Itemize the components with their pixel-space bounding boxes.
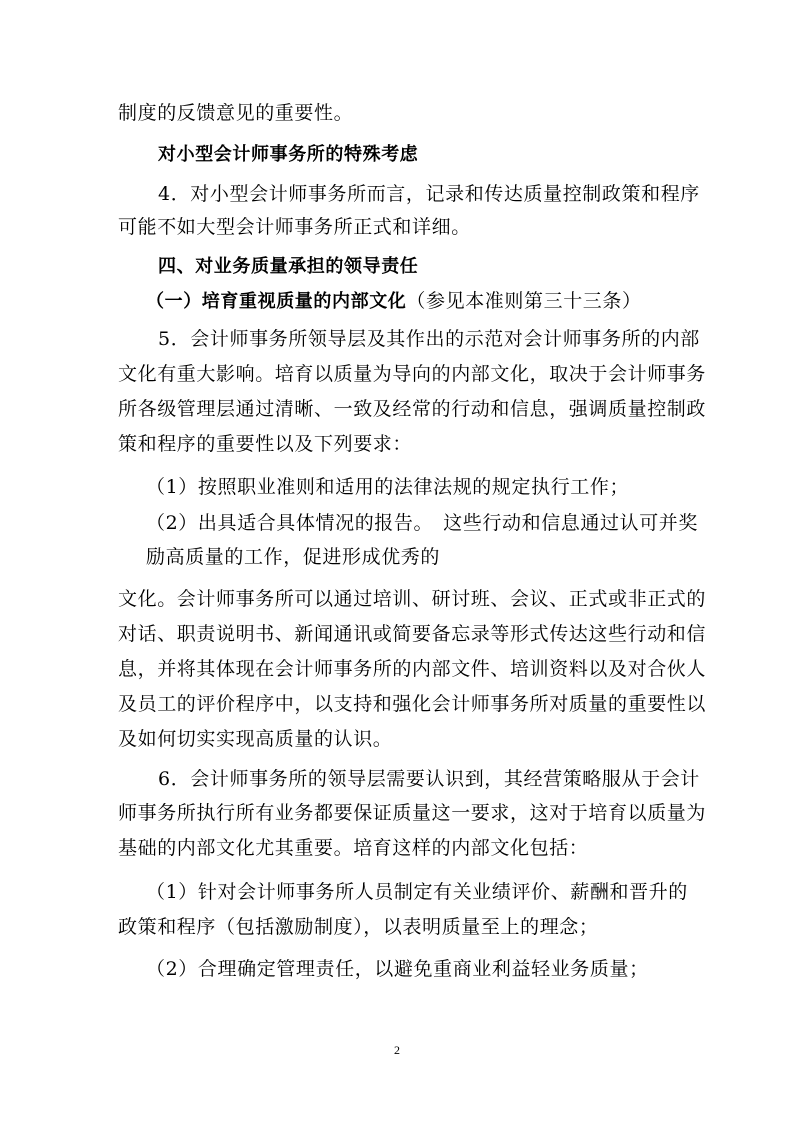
section-subheading: 对小型会计师事务所的特殊考虑 (158, 144, 419, 165)
page-number: 2 (394, 1043, 400, 1057)
list-item-line: （2）出具适合具体情况的报告。 这些行动和信息通过认可并奖 (146, 512, 698, 534)
list-item-line: 政策和程序（包括激励制度），以表明质量至上的理念； (118, 916, 599, 938)
paragraph-line: 师事务所执行所有业务都要保证质量这一要求，这对于培育以质量为 (118, 802, 707, 824)
section-heading: 四、对业务质量承担的领导责任 (158, 256, 419, 277)
paragraph-line: 所各级管理层通过清晰、一致及经常的行动和信息，强调质量控制政 (118, 398, 707, 420)
subsection-reference: （参见本准则第三十三条） (406, 290, 642, 312)
paragraph-line: 励高质量的工作，促进形成优秀的 (146, 546, 441, 568)
list-item-line: （1）按照职业准则和适用的法律法规的规定执行工作； (146, 476, 630, 498)
paragraph-line: 对话、职责说明书、新闻通讯或简要备忘录等形式传达这些行动和信 (118, 623, 707, 645)
subsection-heading: （一）培育重视质量的内部文化 (146, 291, 407, 312)
paragraph-line: 制度的反馈意见的重要性。 (118, 102, 354, 124)
paragraph-line: 策和程序的重要性以及下列要求： (118, 433, 413, 455)
paragraph-line: 6．会计师事务所的领导层需要认识到，其经营策略服从于会计 (158, 768, 700, 790)
paragraph-line: 5．会计师事务所领导层及其作出的示范对会计师事务所的内部 (158, 328, 700, 350)
list-item-line: （2）合理确定管理责任，以避免重商业利益轻业务质量； (146, 958, 649, 980)
paragraph-line: 可能不如大型会计师事务所正式和详细。 (118, 216, 471, 238)
paragraph-line: 基础的内部文化尤其重要。培育这样的内部文化包括： (118, 837, 589, 859)
subsection-heading-line (146, 289, 642, 314)
paragraph-line: 息，并将其体现在会计师事务所的内部文件、培训资料以及对合伙人 (118, 658, 707, 680)
paragraph-line: 4．对小型会计师事务所而言，记录和传达质量控制政策和程序 (158, 183, 700, 205)
paragraph-line: 及员工的评价程序中，以支持和强化会计师事务所对质量的重要性以 (118, 693, 707, 715)
paragraph-line: 及如何切实实现高质量的认识。 (118, 728, 393, 750)
paragraph-line: 文化有重大影响。培育以质量为导向的内部文化，取决于会计师事务 (118, 363, 707, 385)
list-item-line: （1）针对会计师事务所人员制定有关业绩评价、薪酬和晋升的 (146, 881, 688, 903)
paragraph-line: 文化。会计师事务所可以通过培训、研讨班、会议、正式或非正式的 (118, 588, 707, 610)
